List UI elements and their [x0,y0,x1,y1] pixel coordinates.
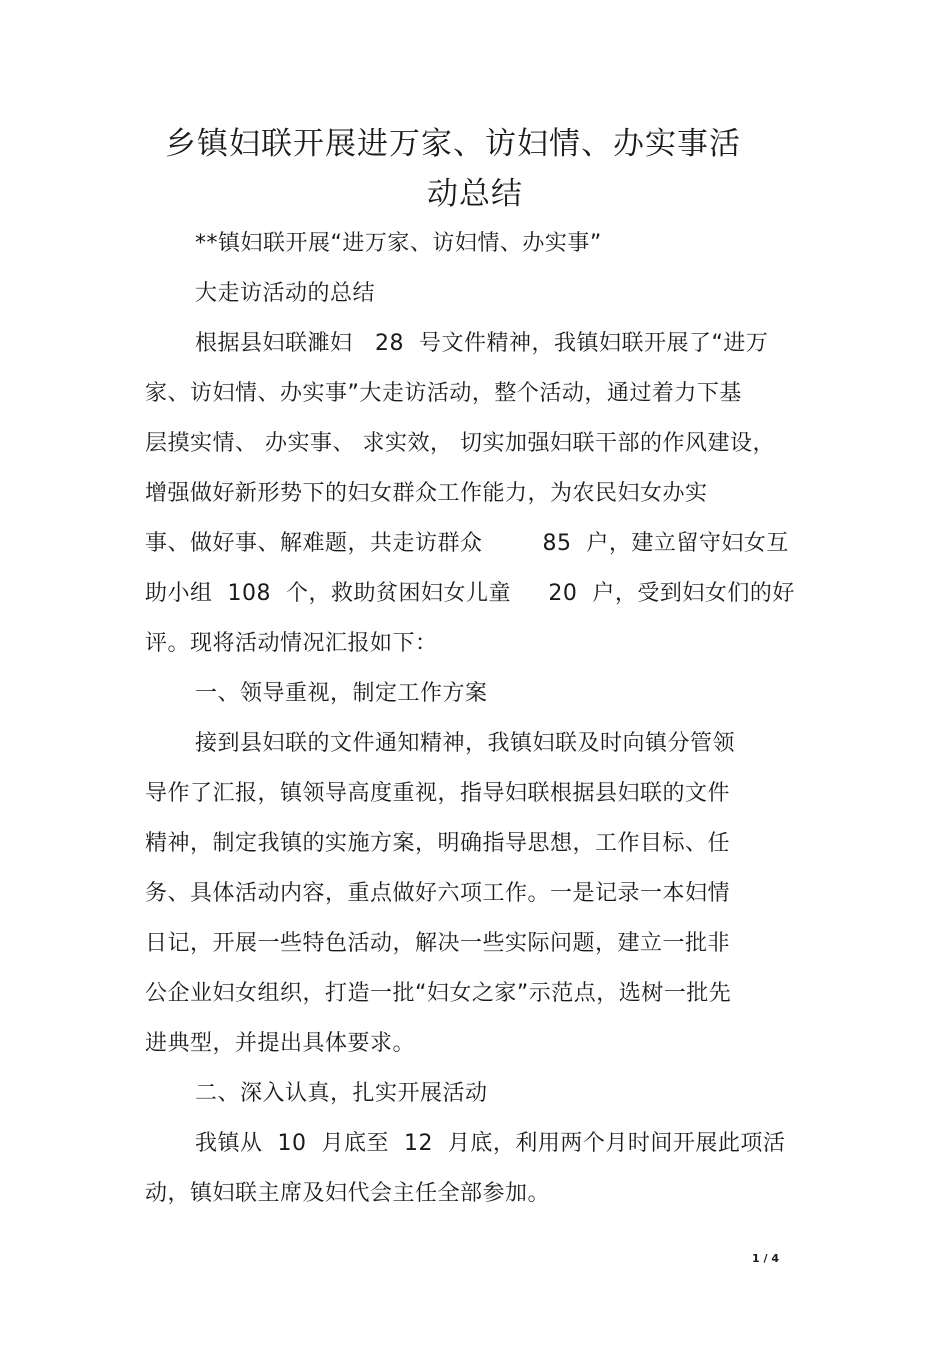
paragraph-line: 动，镇妇联主席及妇代会主任全部参加。 [145,1181,551,1206]
paragraph-line: 事、做好事、解难题，共走访群众 85 户，建立留守妇女互 [145,531,789,556]
paragraph-line: 增强做好新形势下的妇女群众工作能力，为农民妇女办实 [145,481,708,506]
paragraph-line: 根据县妇联濉妇 28 号文件精神，我镇妇联开展了“进万 [195,331,769,356]
paragraph-line: 公企业妇女组织，打造一批“妇女之家”示范点，选树一批先 [145,981,732,1006]
paragraph-line: 精神，制定我镇的实施方案，明确指导思想，工作目标、任 [145,831,731,856]
section-heading-2: 二、深入认真，扎实开展活动 [195,1081,488,1106]
paragraph-line: 我镇从 10 月底至 12 月底，利用两个月时间开展此项活 [195,1131,786,1156]
paragraph-line: 导作了汇报，镇领导高度重视，指导妇联根据县妇联的文件 [145,781,731,806]
paragraph-line: 进典型，并提出具体要求。 [145,1031,416,1056]
paragraph-line: 评。现将活动情况汇报如下： [145,631,438,656]
document-title-line-1: 乡镇妇联开展进万家、访妇情、办实事活 [165,126,741,162]
paragraph-line: 层摸实情、 办实事、 求实效， 切实加强妇联干部的作风建设， [145,431,775,456]
paragraph-line: 家、访妇情、办实事”大走访活动，整个活动，通过着力下基 [145,381,742,406]
document-title-line-2: 动总结 [427,176,523,212]
page-number: 1 / 4 [752,1252,779,1265]
paragraph-line: 日记，开展一些特色活动，解决一些实际问题，建立一批非 [145,931,731,956]
paragraph-line: 接到县妇联的文件通知精神，我镇妇联及时向镇分管领 [195,731,736,756]
section-heading-1: 一、领导重视，制定工作方案 [195,681,488,706]
paragraph-line: 助小组 108 个，救助贫困妇女儿童 20 户，受到妇女们的好 [145,581,795,606]
paragraph-line: 务、具体活动内容，重点做好六项工作。一是记录一本妇情 [145,881,731,906]
subtitle-line-1: **镇妇联开展“进万家、访妇情、办实事” [195,231,602,256]
subtitle-line-2: 大走访活动的总结 [195,281,376,306]
